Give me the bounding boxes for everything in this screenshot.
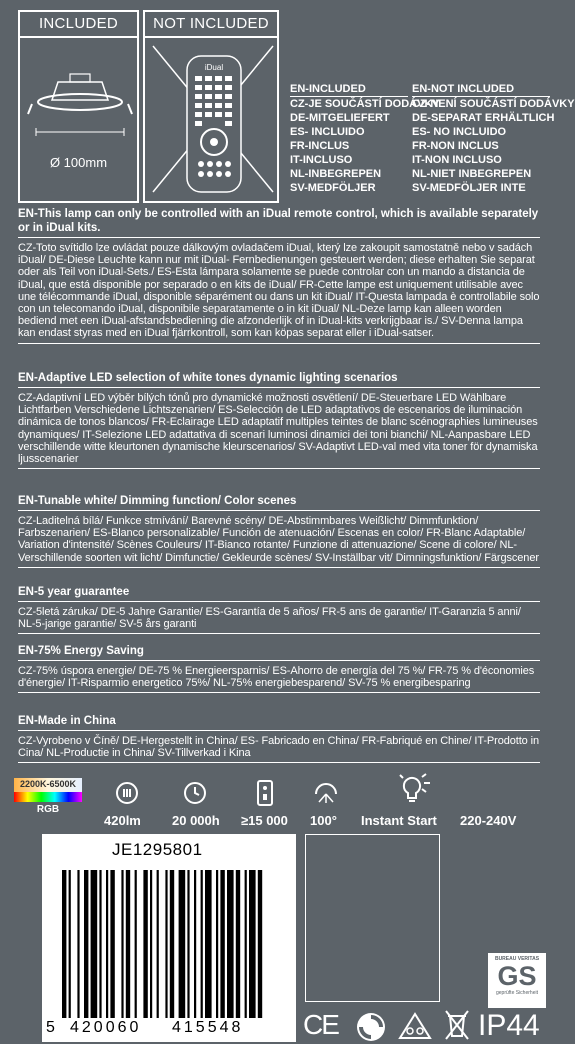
barcode-bar — [187, 870, 189, 1018]
lang-not-included-nl: NL-NIET INBEGREPEN — [412, 168, 532, 180]
section-energy-saving — [18, 644, 540, 693]
lang-not-included-sv: SV-MEDFÖLJER INTE — [412, 182, 526, 194]
lang-not-included-fr: FR-NON INCLUS — [412, 140, 499, 152]
recycle-green-dot-icon — [356, 1012, 386, 1042]
barcode-bar — [99, 870, 101, 1018]
barcode-bar — [110, 870, 114, 1018]
lang-not-included-es: ES- NO INCLUIDO — [412, 126, 507, 138]
section-guarantee-body: CZ-5letá záruka/ DE-5 Jahre Garantie/ ES-Garantía de 5 años/ FR-5 ans de garantie/ IT-Garanzia 5 anni/ NL-5-jarige garantie/ SV-5 års garanti — [18, 606, 540, 634]
barcode-bar — [150, 870, 152, 1018]
downlight-icon — [28, 62, 132, 152]
barcode-bar — [216, 870, 218, 1018]
not-included-header: NOT INCLUDED — [145, 15, 277, 38]
lang-included-en: EN-INCLUDED — [290, 82, 408, 97]
section-adaptive-led-title: EN-Adaptive LED selection of white tones dynamic lighting scenarios — [18, 371, 540, 388]
barcode-bar — [249, 870, 256, 1018]
weee-bin-icon — [444, 1008, 470, 1042]
switch-cycles-value: ≥15 000 — [241, 813, 288, 828]
not-included-panel — [143, 10, 279, 203]
barcode-bar — [236, 870, 240, 1018]
barcode-bar — [227, 870, 234, 1018]
lang-included-sv: SV-MEDFÖLJER — [290, 182, 376, 194]
barcode-bar — [205, 870, 212, 1018]
lang-included-es: ES- INCLUIDO — [290, 126, 365, 138]
barcode-bar — [170, 870, 174, 1018]
barcode-panel — [42, 834, 296, 1042]
barcode-bar — [143, 870, 147, 1018]
barcode-bar — [194, 870, 196, 1018]
section-guarantee — [18, 585, 540, 634]
section-tunable-white — [18, 494, 540, 568]
barcode-bar — [220, 870, 224, 1018]
barcode-bar — [77, 870, 79, 1018]
included-language-list — [290, 82, 440, 195]
lifetime-value: 20 000h — [172, 813, 220, 828]
beam-angle-icon — [313, 780, 339, 804]
section-guarantee-title: EN-5 year guarantee — [18, 585, 540, 602]
lumen-value: 420lm — [104, 813, 141, 828]
section-made-in-body: CZ-Vyrobeno v Číně/ DE-Hergestellt in China/ ES- Fabricado en China/ FR-Fabriqué en Chine/ IT-Prodotto in Cina/ NL-Productie in China/ SV-Tillverkad i Kina — [18, 735, 540, 763]
lang-not-included-de: DE-SEPARAT ERHÄLTLICH — [412, 112, 555, 124]
lamp-marking-triangle-icon — [398, 1012, 432, 1040]
barcode-number-right: 415548 — [172, 1019, 244, 1036]
barcode-bar — [69, 870, 71, 1018]
lang-included-nl: NL-INBEGREPEN — [290, 168, 382, 180]
remote-control-icon — [149, 42, 277, 197]
product-code: JE1295801 — [112, 840, 203, 859]
gs-bottom-text: geprüfte Sicherheit — [496, 990, 538, 996]
gs-letters: GS — [497, 961, 537, 991]
section-made-in — [18, 714, 540, 763]
rgb-label: RGB — [36, 804, 60, 815]
remote-brand-label: iDual — [204, 63, 224, 72]
barcode-bar — [126, 870, 130, 1018]
barcode-bar — [121, 870, 123, 1018]
ip-rating: IP44 — [478, 1009, 540, 1042]
barcode-number-first: 5 — [46, 1019, 55, 1036]
barcode-bar — [258, 870, 262, 1018]
lumen-icon — [116, 782, 138, 804]
instant-start-label: Instant Start — [361, 813, 437, 828]
section-remote-control-body: CZ-Toto svítidlo lze ovládat pouze dálkovým ovladačem iDual, který lze zakoupit samostatně nebo v sadách iDual/ DE-Diese Leuchte kann nur mit iDual- Fernbedienungen gesteuert werden; diese erhalten Sie separat oder als Teil von iDual-Sets./ ES-Esta lámpara solamente se puede controlar con un mando a distancia de iDual, que está disponible por separado o en kits de iDual/ FR-Cette lampe est uniquement utilisable avec une télécommande iDual, disponible séparément ou dans un kit iDual/ IT-Questa lampada è controllabile solo con un telecomando iDual, disponibile separatamente o in kit iDual/ NL-Deze lamp kan alleen worden bediend met een iDual-afstandsbediening die afzonderlijk of in iDual-kits verkrijgbaar is./ SV-Denna lampa kan endast styras med en iDual fjärrkontroll, som kan köpas separat eller i iDual-satser. — [18, 242, 540, 344]
barcode-bar — [179, 870, 186, 1018]
barcode-bar — [245, 870, 247, 1018]
lang-not-included-en: EN-NOT INCLUDED — [412, 82, 550, 97]
section-tunable-white-title: EN-Tunable white/ Dimming function/ Color scenes — [18, 494, 540, 511]
lang-included-it: IT-INCLUSO — [290, 154, 353, 166]
instant-start-bulb-icon — [398, 773, 432, 805]
barcode-bar — [165, 870, 167, 1018]
barcode-number-left: 420060 — [70, 1019, 142, 1036]
section-remote-control-title: EN-This lamp can only be controlled with an iDual remote control, which is available separately or in iDual kits. — [18, 207, 540, 238]
lang-included-cz: CZ-JE SOUČÁSTÍ DODÁVKY — [290, 98, 440, 110]
section-adaptive-led-body: CZ-Adaptivní LED výběr bílých tónů pro dynamické možnosti osvětlení/ DE-Steuerbare LED Wählbare Lichtfarben Verschiedene Lichtszenarien/ ES-Selección de LED adaptativos de escenarios de iluminación dinámica de tonos blancos/ FR-Eclairage LED adaptatif multiples teintes de blanc scénographies lumineuses dynamiques/ IT-Selezione LED adattativa di scenari luminosi dinamici dei toni bianchi/ NL-Aanpasbare LED verschillende witte kleurtonen dynamische kleurscenarios/ SV-Adaptivt LED-val med vita toner för dynamiska ljusscenarier — [18, 392, 540, 469]
switch-cycles-icon — [257, 780, 273, 806]
barcode-bar — [91, 870, 98, 1018]
color-range-swatch — [14, 778, 82, 815]
barcode-bar — [135, 870, 137, 1018]
gs-top-text: BUREAU VERITAS — [494, 956, 540, 962]
barcode-bar — [84, 870, 88, 1018]
section-remote-control — [18, 207, 540, 344]
included-header: INCLUDED — [20, 15, 137, 38]
color-range-label: 2200K-6500K — [19, 779, 77, 789]
lang-not-included-cz: CZ-NENÍ SOUČÁSTÍ DODÁVKY — [412, 98, 575, 110]
included-panel — [18, 10, 139, 203]
barcode-bars — [62, 870, 278, 1022]
section-energy-saving-title: EN-75% Energy Saving — [18, 644, 540, 661]
clock-icon — [183, 781, 207, 805]
white-tone-gradient — [14, 778, 82, 792]
lang-included-fr: FR-INCLUS — [290, 140, 350, 152]
gs-mark-badge — [488, 953, 546, 1008]
diameter-label: Ø 100mm — [49, 155, 108, 170]
section-tunable-white-body: CZ-Laditelná bílá/ Funkce stmívání/ Barevné scény/ DE-Abstimmbares Weißlicht/ Dimmfunktion/ Farbszenarien/ ES-Blanco personalizable/ Función de atenuación/ Escenas en color/ FR-Blanc Adaptable/ Variation d'intensité/ Scènes Couleurs/ IT-Bianco rotante/ Funzione di attenuazione/ Scene di colore/ NL-Verschillende soorten wit licht/ Dimfunctie/ Gekleurde scènes/ SV-Inställbar vit/ Dimningsfunktion/ Färgscener — [18, 515, 540, 568]
barcode-bar — [62, 870, 66, 1018]
lang-included-de: DE-MITGELIEFERT — [290, 112, 390, 124]
rgb-gradient — [14, 792, 82, 802]
section-made-in-title: EN-Made in China — [18, 714, 540, 731]
lang-not-included-it: IT-NON INCLUSO — [412, 154, 502, 166]
barcode-bar — [201, 870, 203, 1018]
barcode-bar — [157, 870, 159, 1018]
blank-label-area — [305, 834, 440, 1002]
beam-angle-value: 100° — [310, 813, 337, 828]
section-adaptive-led — [18, 371, 540, 469]
ce-mark: CE — [303, 1009, 338, 1040]
not-included-language-list — [412, 82, 575, 195]
voltage-value: 220-240V — [460, 813, 517, 828]
section-energy-saving-body: CZ-75% úspora energie/ DE-75 % Energieersparnis/ ES-Ahorro de energía del 75 %/ FR-75 % d'économies d'énergie/ IT-Risparmio energetico 75%/ NL-75% energiebesparend/ SV-75 % energibesparing — [18, 665, 540, 693]
barcode-bar — [106, 870, 108, 1018]
